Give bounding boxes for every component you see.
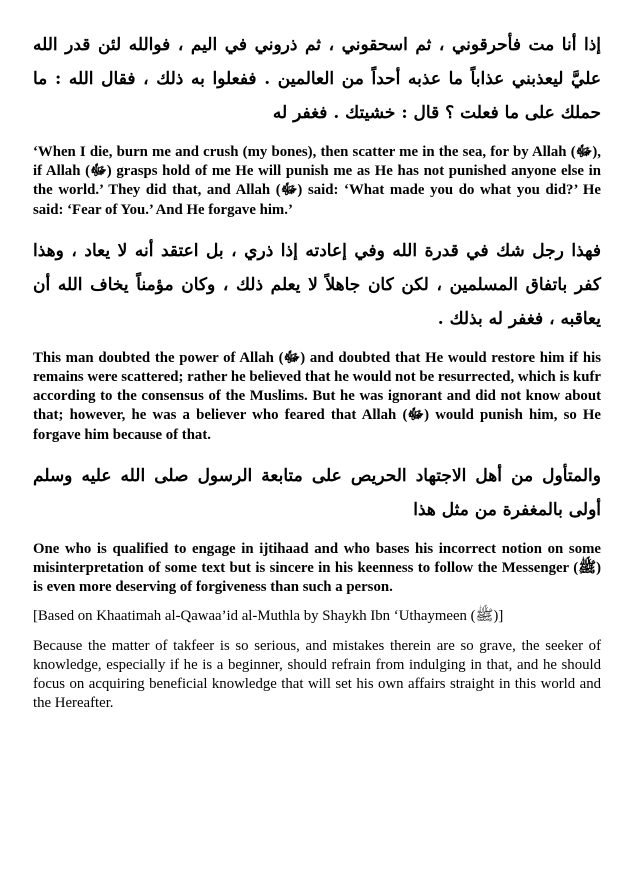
arabic-commentary-text: فهذا رجل شك في قدرة الله وفي إعادته إذا ذري ، بل اعتقد أنه لا يعاد ، وهذا كفر باتفاق المسلمين ، لكن كان جاهلاً لا يعلم ذلك ، وكان مؤمناً يخاف الله أن يعاقبه ، فغفر له بذلك . [33, 240, 601, 329]
concluding-paragraph: Because the matter of takfeer is so serious, and mistakes therein are so grave, the seeker of knowledge, especially if he is a beginner, should refrain from indulging in that, and he should focus on acquiring beneficial knowledge that will set his own affairs straight in this world and the Hereafter. [33, 637, 601, 712]
mutaawwil-translation: One who is qualified to engage in ijtihaad and who bases his incorrect notion on some misinterpretation of some text but is sincere in his keenness to follow the Messenger (ﷺ) is even more deserving of forgiveness than such a person. [33, 540, 601, 596]
commentary-translation: This man doubted the power of Allah (ﷻ) and doubted that He would restore him if his remains were scattered; rather he believed that he would not be resurrected, which is kufr according to the consensus of the Muslims. But he was ignorant and did not know about that; however, he was a believer who feared that Allah (ﷻ) would punish him, so He forgave him because of that. [33, 349, 602, 443]
source-citation: [Based on Khaatimah al-Qawaa’id al-Muthla by Shaykh Ibn ‘Uthaymeen (ﷺ)] [33, 608, 504, 625]
arabic-hadith-text: إذا أنا مت فأحرقوني ، ثم اسحقوني ، ثم ذروني في اليم ، فوالله لئن قدر الله عليَّ ليعذبني عذاباً ما عذبه أحداً من العالمين . ففعلوا به ذلك ، فقال الله : ما حملك على ما فعلت ؟ قال : خشيتك . فغفر له [33, 35, 601, 123]
hadith-translation: ‘When I die, burn me and crush (my bones), then scatter me in the sea, for by Allah (ﷻ), if Allah (ﷻ) grasps hold of me He will punish me as He has not punished anyone else in the world.’ They did that, and Allah (ﷻ) said: ‘What made you do what you did?’ He said: ‘Fear of You.’ And He forgave him.’ [33, 144, 602, 218]
arabic-mutaawwil-text: والمتأول من أهل الاجتهاد الحريص على متابعة الرسول صلى الله عليه وسلم أولى بالمغفرة من مثل هذا [33, 465, 601, 520]
document-page [33, 28, 601, 713]
